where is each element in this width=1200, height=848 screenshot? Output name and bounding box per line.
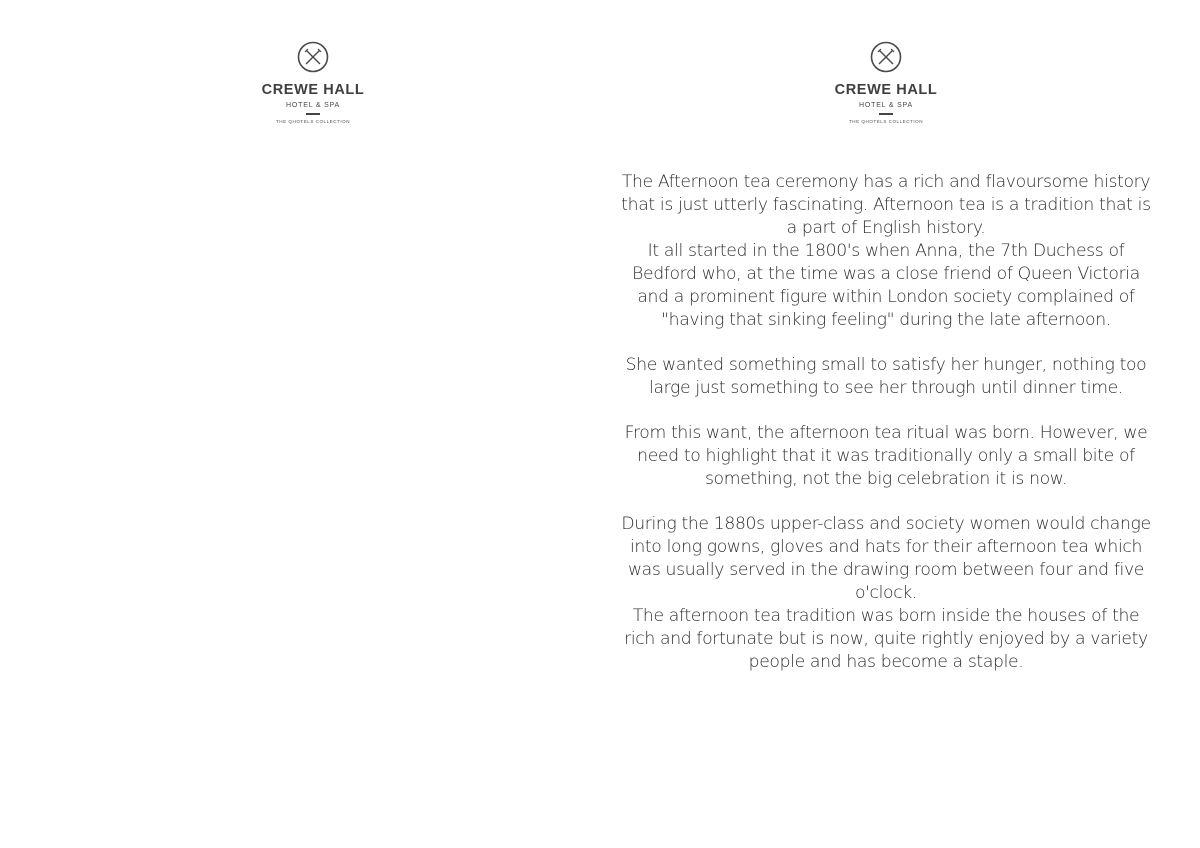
- logo-divider: [879, 113, 893, 115]
- paragraph-ritual: From this want, the afternoon tea ritual was born. However, we need to highlight that it was traditionally only a small bite of something, not the big celebration it is now.: [624, 423, 1148, 489]
- logo-subtitle: HOTEL & SPA: [859, 102, 913, 109]
- logo-divider: [306, 113, 320, 115]
- paragraph-tradition: The afternoon tea tradition was born inside the houses of the rich and fortunate but is now, quite rightly enjoyed by a variety people and has become a staple.: [624, 606, 1148, 672]
- paragraph-hunger: She wanted something small to satisfy her hunger, nothing too large just something to see her through until dinner time.: [625, 355, 1147, 398]
- logo-name: CREWE HALL: [834, 82, 938, 98]
- logo-left: [243, 40, 383, 125]
- logo-name: CREWE HALL: [261, 82, 365, 98]
- crossed-swords-emblem-icon: [869, 40, 903, 74]
- paragraph-intro: The Afternoon tea ceremony has a rich and flavoursome history that is just utterly fascinating. Afternoon tea is a tradition that is a part of English history.: [621, 172, 1151, 238]
- logo-collection: THE QHOTELS COLLECTION: [848, 119, 924, 124]
- afternoon-tea-history-text: [620, 171, 1152, 674]
- logo-collection: THE QHOTELS COLLECTION: [275, 119, 351, 124]
- paragraph-spacer: [620, 332, 1152, 354]
- paragraph-spacer: [620, 400, 1152, 422]
- crossed-swords-emblem-icon: [296, 40, 330, 74]
- paragraph-spacer: [620, 491, 1152, 513]
- paragraph-duchess: It all started in the 1800's when Anna, the 7th Duchess of Bedford who, at the time was a close friend of Queen Victoria and a prominent figure within London society complained of "having that sinking feeling" during the late afternoon.: [632, 241, 1140, 330]
- logo-right: [816, 40, 956, 125]
- paragraph-1880s: During the 1880s upper-class and society women would change into long gowns, gloves and hats for their afternoon tea which was usually served in the drawing room between four and five o'clock.: [621, 514, 1151, 603]
- logo-subtitle: HOTEL & SPA: [286, 102, 340, 109]
